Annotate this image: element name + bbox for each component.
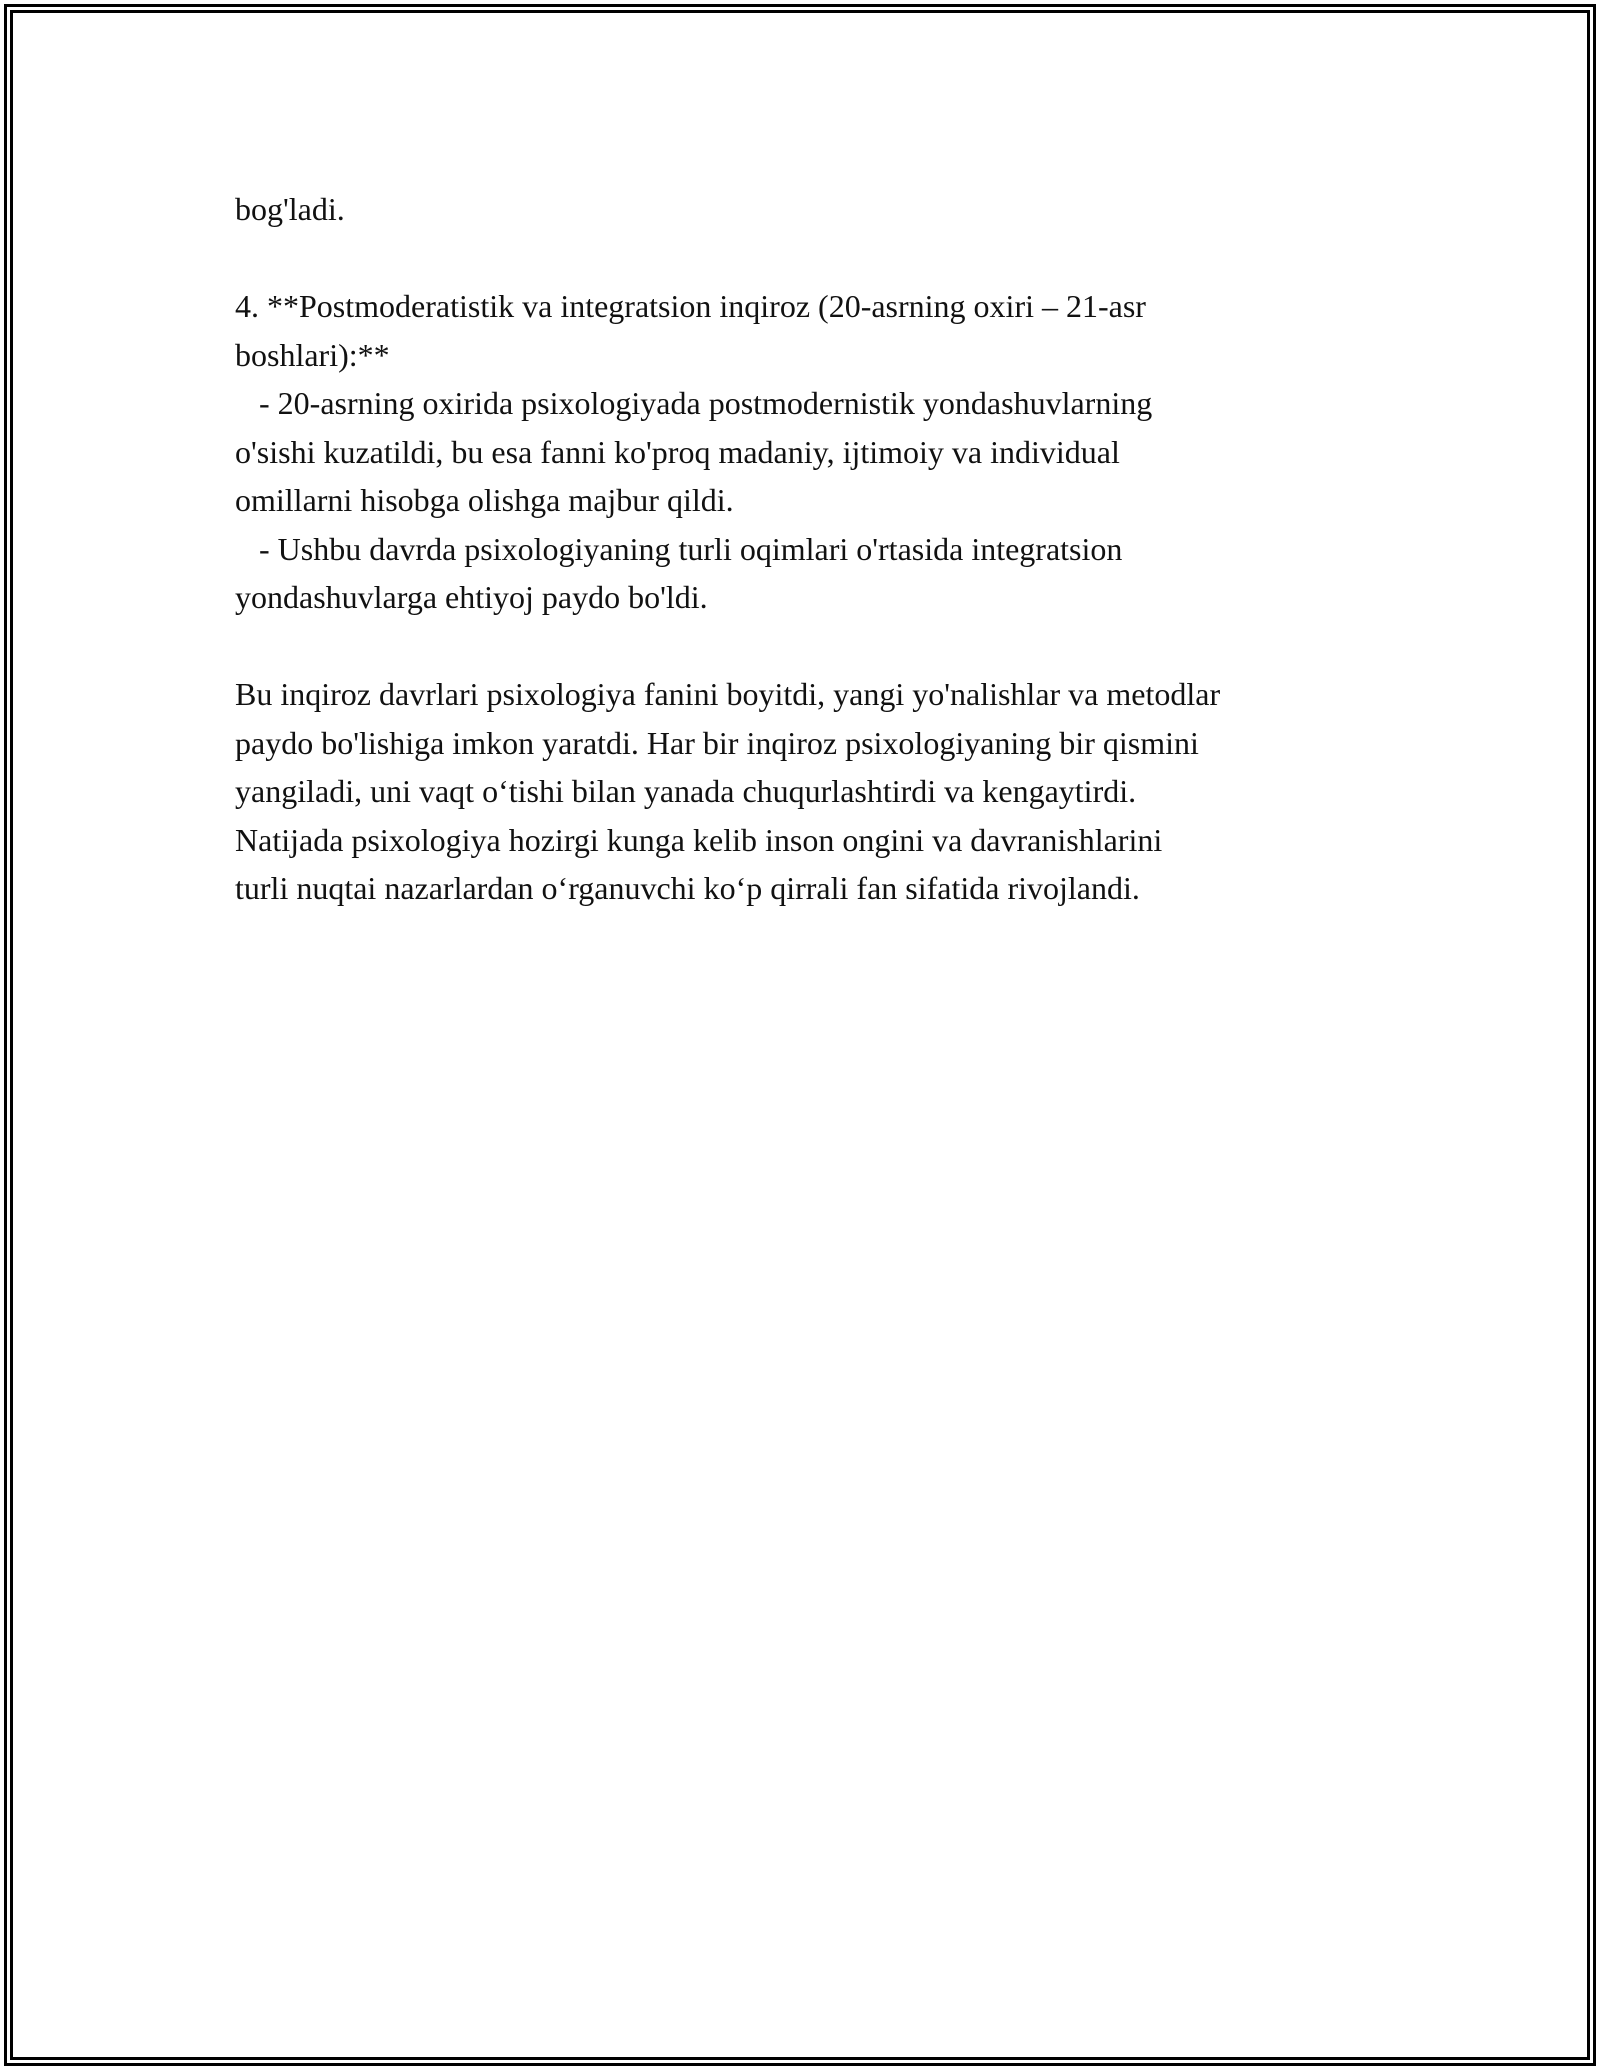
list-item-heading-cont: boshlari):** <box>235 336 390 373</box>
list-item-heading: 4. **Postmoderatistik va integratsion inqiroz (20-asrning oxiri – 21-asr <box>235 288 1146 324</box>
paragraph-line: paydo bo'lishiga imkon yaratdi. Har bir inqiroz psixologiyaning bir qismini <box>235 724 1199 761</box>
text-line: omillarni hisobga olishga majbur qildi. <box>235 482 734 518</box>
paragraph-line: Natijada psixologiya hozirgi kunga kelib inson ongini va davranishlarini <box>235 821 1163 858</box>
blank-line <box>235 622 1395 671</box>
bullet-line: - Ushbu davrda psixologiyaning turli oqimlari o'rtasida integratsion <box>235 530 1123 567</box>
bullet-line: - 20-asrning oxirida psixologiyada postmodernistik yondashuvlarning <box>235 385 1153 421</box>
paragraph-line: Bu inqiroz davrlari psixologiya fanini boyitdi, yangi yo'nalishlar va metodlar <box>235 676 1221 712</box>
blank-line <box>235 234 1395 283</box>
paragraph-line: turli nuqtai nazarlardan o‘rganuvchi ko‘p qirrali fan sifatida rivojlandi. <box>235 870 1140 906</box>
paragraph-line: yangiladi, uni vaqt o‘tishi bilan yanada chuqurlashtirdi va kengaytirdi. <box>235 773 1137 809</box>
text-line: bog'ladi. <box>235 191 345 227</box>
document-body <box>235 185 1395 913</box>
text-line: yondashuvlarga ehtiyoj paydo bo'ldi. <box>235 579 708 615</box>
text-line: o'sishi kuzatildi, bu esa fanni ko'proq madaniy, ijtimoiy va individual <box>235 433 1120 470</box>
